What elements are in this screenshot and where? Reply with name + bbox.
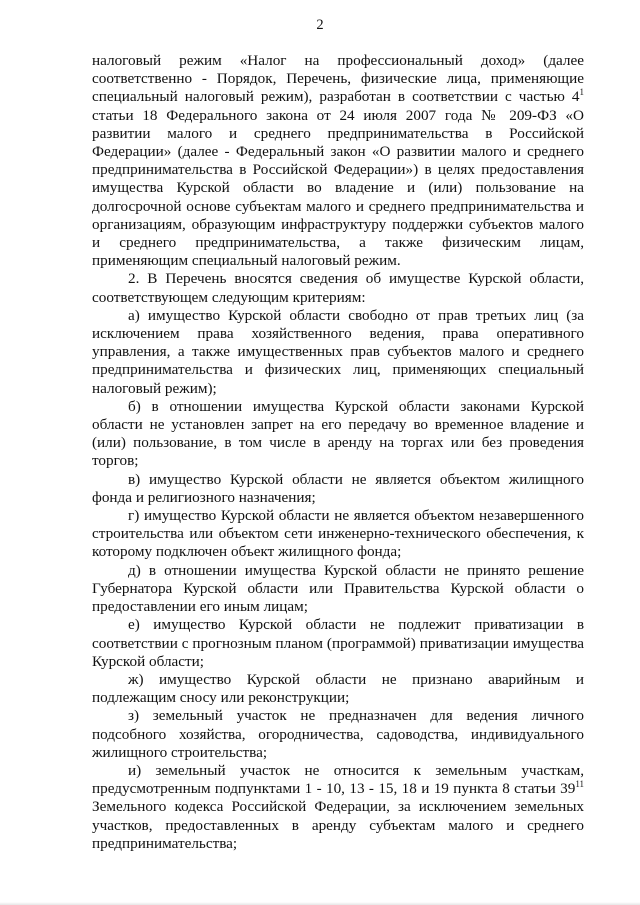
paragraph-text: статьи 18 Федерального закона от 24 июля 2007 года № 209-ФЗ «О развитии малого и среднего предпринимательства в Российской Федерации» (далее - Федеральный закон «О развитии малого и среднего предпринимательства в Российской Федерации») в целях предоставления имущества Курской области во владение и (или) пользование на долгосрочной основе субъектам малого и среднего предпринимательства и организациям, образующим инфраструктуру поддержки субъектов малого и среднего предпринимательства, а также физическим лицам, применяющим специальный налоговый режим. [92,106,584,270]
superscript: 11 [575,779,584,790]
paragraph-2: 2. В Перечень вносятся сведения об имуществе Курской области, соответствующем следующим критериям: [92,270,584,306]
paragraph-text: и) земельный участок не относится к земельным участкам, предусмотренным подпунктами 1 - 10, 13 - 15, 18 и 19 пункта 8 статьи 39 [92,761,584,798]
criterion-z: з) земельный участок не предназначен для ведения личного подсобного хозяйства, огородничества, садоводства, индивидуального жилищного строительства; [92,707,584,761]
criterion-e: е) имущество Курской области не подлежит приватизации в соответствии с прогнозным планом (программой) приватизации имущества Курской области; [92,616,584,670]
criterion-g: г) имущество Курской области не является объектом незавершенного строительства или объектом сети инженерно-технического обеспечения, к которому подключен объект жилищного фонда; [92,507,584,561]
document-body [92,52,584,853]
criterion-a: а) имущество Курской области свободно от прав третьих лиц (за исключением права хозяйственного ведения, права оперативного управления, а также имущественных прав субъектов малого и среднего предпринимательства и физических лиц, применяющих специальный налоговый режим); [92,306,584,397]
page-number: 2 [316,17,324,33]
criterion-b: б) в отношении имущества Курской области законами Курской области не установлен запрет на его передачу во временное владение и (или) пользование, в том числе в аренду на торгах или без проведения торгов; [92,397,584,470]
criterion-i [92,762,584,853]
paragraph-text: Земельного кодекса Российской Федерации, за исключением земельных участков, предоставленных в аренду субъектам малого и среднего предпринимательства; [92,798,584,852]
paragraph-procedure-basis [92,52,584,270]
criterion-v: в) имущество Курской области не является объектом жилищного фонда и религиозного назначения; [92,470,584,506]
paragraph-text: налоговый режим «Налог на профессиональный доход» (далее соответственно - Порядок, Перечень, физические лица, применяющие специальный налоговый режим), разработан в соответствии с частью 4 [92,52,584,106]
superscript: 1 [579,87,584,98]
criterion-d: д) в отношении имущества Курской области не принято решение Губернатора Курской области или Правительства Курской области о предоставлении его иным лицам; [92,561,584,616]
criterion-zh: ж) имущество Курской области не признано аварийным и подлежащим сносу или реконструкции; [92,670,584,707]
